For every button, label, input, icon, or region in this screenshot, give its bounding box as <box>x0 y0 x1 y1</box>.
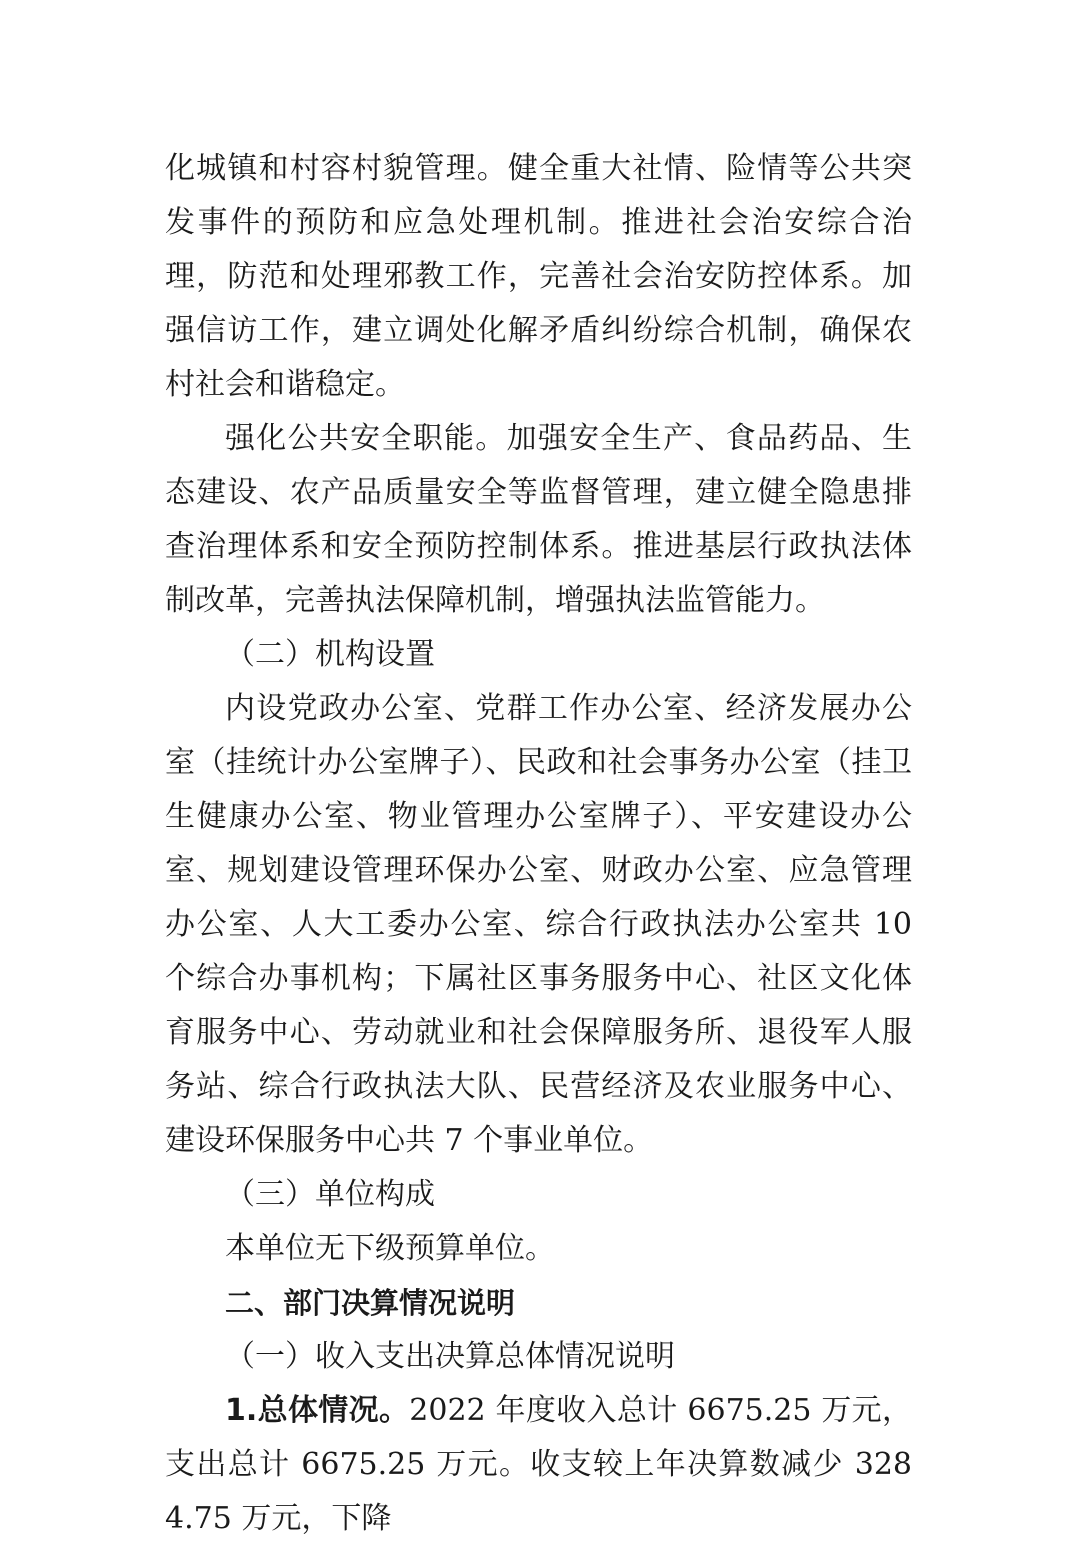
section-heading-final-accounts: 二、部门决算情况说明 <box>225 1286 516 1320</box>
overall-situation-body: 2022 年度收入总计 6675.25 万元，支出总计 6675.25 万元。收支较上年决算数减少 3284.75 万元，下降 <box>165 1393 913 1536</box>
heading-income-expenditure-overview: （一）收入支出决算总体情况说明 <box>225 1339 675 1374</box>
paragraph-management: 化城镇和村容村貌管理。健全重大社情、险情等公共突发事件的预防和应急处理机制。推进社会治安综合治理，防范和处理邪教工作，完善社会治安防控体系。加强信访工作，建立调处化解矛盾纠纷综合机制，确保农村社会和谐稳定。 <box>165 151 912 402</box>
paragraph-overall-situation <box>165 1384 912 1546</box>
overall-situation-lead: 1.总体情况。 <box>225 1393 410 1428</box>
heading-unit-composition: （三）单位构成 <box>225 1177 435 1212</box>
document-page <box>165 142 912 1546</box>
paragraph-public-safety: 强化公共安全职能。加强安全生产、食品药品、生态建设、农产品质量安全等监督管理，建立健全隐患排查治理体系和安全预防控制体系。推进基层行政执法体制改革，完善执法保障机制，增强执法监管能力。 <box>165 421 912 618</box>
paragraph-organization: 内设党政办公室、党群工作办公室、经济发展办公室（挂统计办公室牌子）、民政和社会事务办公室（挂卫生健康办公室、物业管理办公室牌子）、平安建设办公室、规划建设管理环保办公室、财政办公室、应急管理办公室、人大工委办公室、综合行政执法办公室共 10 个综合办事机构；下属社区事务服务中心、社区文化体育服务中心、劳动就业和社会保障服务所、退役军人服务站、综合行政执法大队、民营经济及农业服务中心、建设环保服务中心共 7 个事业单位。 <box>165 691 912 1158</box>
heading-organization-setup: （二）机构设置 <box>225 637 435 672</box>
paragraph-units: 本单位无下级预算单位。 <box>225 1231 555 1266</box>
